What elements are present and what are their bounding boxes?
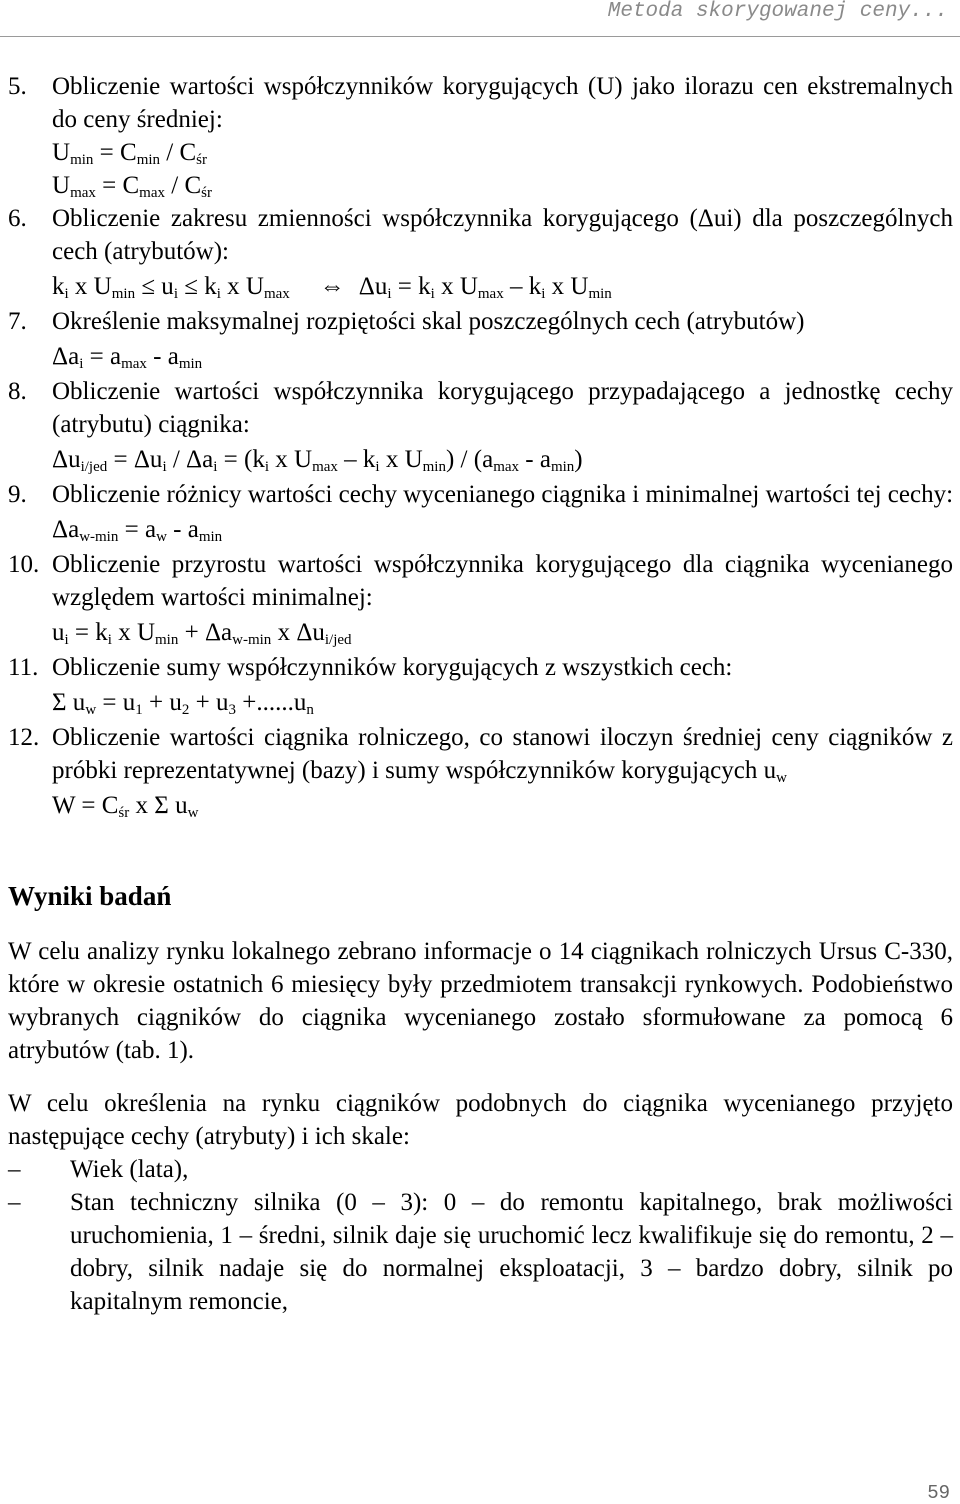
header-rule	[0, 36, 960, 37]
formula-7: $\Delta a_i = a_{max} - a_{min}$	[52, 343, 203, 372]
step-text: Obliczenie wartości współczynnika korygującego przypadającego a jednostkę cechy (atrybutu) ciągnika:	[52, 378, 953, 438]
attribute-list-item	[8, 1186, 953, 1318]
formula-5b: $U_{max} = C_{max} / C_{śr}$	[52, 172, 212, 201]
step-7	[8, 305, 953, 373]
step-number: 5.	[8, 73, 27, 100]
step-text: Obliczenie różnicy wartości cechy wycenianego ciągnika i minimalnej wartości tej cechy:	[52, 481, 954, 508]
step-text: Obliczenie wartości ciągnika rolniczego, co stanowi iloczyn średniej ceny ciągników z próbki reprezentatywnej (bazy) i sumy współczynników korygujących $u_w$	[52, 724, 953, 786]
step-9	[8, 478, 953, 546]
attribute-list-item	[8, 1153, 953, 1186]
step-number: 11.	[8, 654, 39, 681]
page-number: 59	[927, 1482, 950, 1504]
formula-8: $\Delta u_{i/jed} = \Delta u_i / \Delta a_i = (k_i$ x $U_{max} - k_i$ x $U_{min}) / (a_{max} - a_{min})$	[52, 446, 583, 475]
step-6	[8, 202, 953, 303]
step-5	[8, 70, 953, 202]
step-8	[8, 375, 953, 476]
step-number: 7.	[8, 308, 27, 335]
step-10	[8, 548, 953, 649]
formula-11: Σ $u_w = u_1 + u_2 + u_3 +......u_n$	[52, 689, 314, 718]
results-paragraph-2: W celu określenia na rynku ciągników podobnych do ciągnika wycenianego przyjęto następujące cechy (atrybuty) i ich skale:	[8, 1090, 953, 1150]
formula-5a: $U_{min} = C_{min} / C_{śr}$	[52, 139, 207, 168]
formula-12: $W = C_{śr}$ x Σ $u_w$	[52, 792, 199, 821]
list-item-text: Wiek (lata),	[70, 1156, 189, 1183]
formula-9: $\Delta a_{w-min} = a_w - a_{min}$	[52, 516, 223, 545]
list-item-text: Stan techniczny silnika (0 – 3): 0 – do remontu kapitalnego, brak możliwości uruchomienia, 1 – średni, silnik daje się uruchomić lecz kwalifikuje się do remontu, 2 – dobry, silnik nadaje się do normalnej eksploatacji, 3 – bardzo dobry, silnik po kapitalnym remoncie,	[70, 1189, 953, 1315]
step-number: 9.	[8, 481, 27, 508]
step-text: Obliczenie zakresu zmienności współczynnika korygującego (Δui) dla poszczególnych cech (atrybutów):	[52, 205, 953, 265]
step-11	[8, 651, 953, 719]
step-text: Obliczenie sumy współczynników korygujących z wszystkich cech:	[52, 654, 733, 681]
step-number: 10.	[8, 551, 40, 578]
step-text: Określenie maksymalnej rozpiętości skal poszczególnych cech (atrybutów)	[52, 308, 805, 335]
list-dash: –	[8, 1156, 21, 1183]
step-text: Obliczenie przyrostu wartości współczynnika korygującego dla ciągnika wycenianego względem wartości minimalnej:	[52, 551, 953, 611]
step-number: 12.	[8, 724, 40, 751]
formula-6: $k_i$ x $U_{min} \le u_i \le k_i$ x $U_{max}$ ⇔ $\Delta u_i = k_i$ x $U_{max} - k_i$ x $U_{min}$	[52, 273, 612, 302]
section-heading: Wyniki badań	[8, 881, 172, 911]
running-header: Metoda skorygowanej ceny...	[607, 0, 948, 23]
step-number: 8.	[8, 378, 27, 405]
step-text: Obliczenie wartości współczynników korygujących (U) jako ilorazu cen ekstremalnych do ceny średniej:	[52, 73, 953, 133]
formula-10: $u_i = k_i$ x $U_{min} + \Delta a_{w-min}$ x $\Delta u_{i/jed}$	[52, 619, 352, 648]
results-paragraph-1: W celu analizy rynku lokalnego zebrano informacje o 14 ciągnikach rolniczych Ursus C-330, które w okresie ostatnich 6 miesięcy były przedmiotem transakcji rynkowych. Podobieństwo wybranych ciągników do ciągnika wycenianego zostało sformułowane za pomocą 6 atrybutów (tab. 1).	[8, 938, 953, 1064]
page-body	[8, 70, 953, 1318]
list-dash: –	[8, 1189, 21, 1216]
step-12	[8, 721, 953, 822]
step-number: 6.	[8, 205, 27, 232]
